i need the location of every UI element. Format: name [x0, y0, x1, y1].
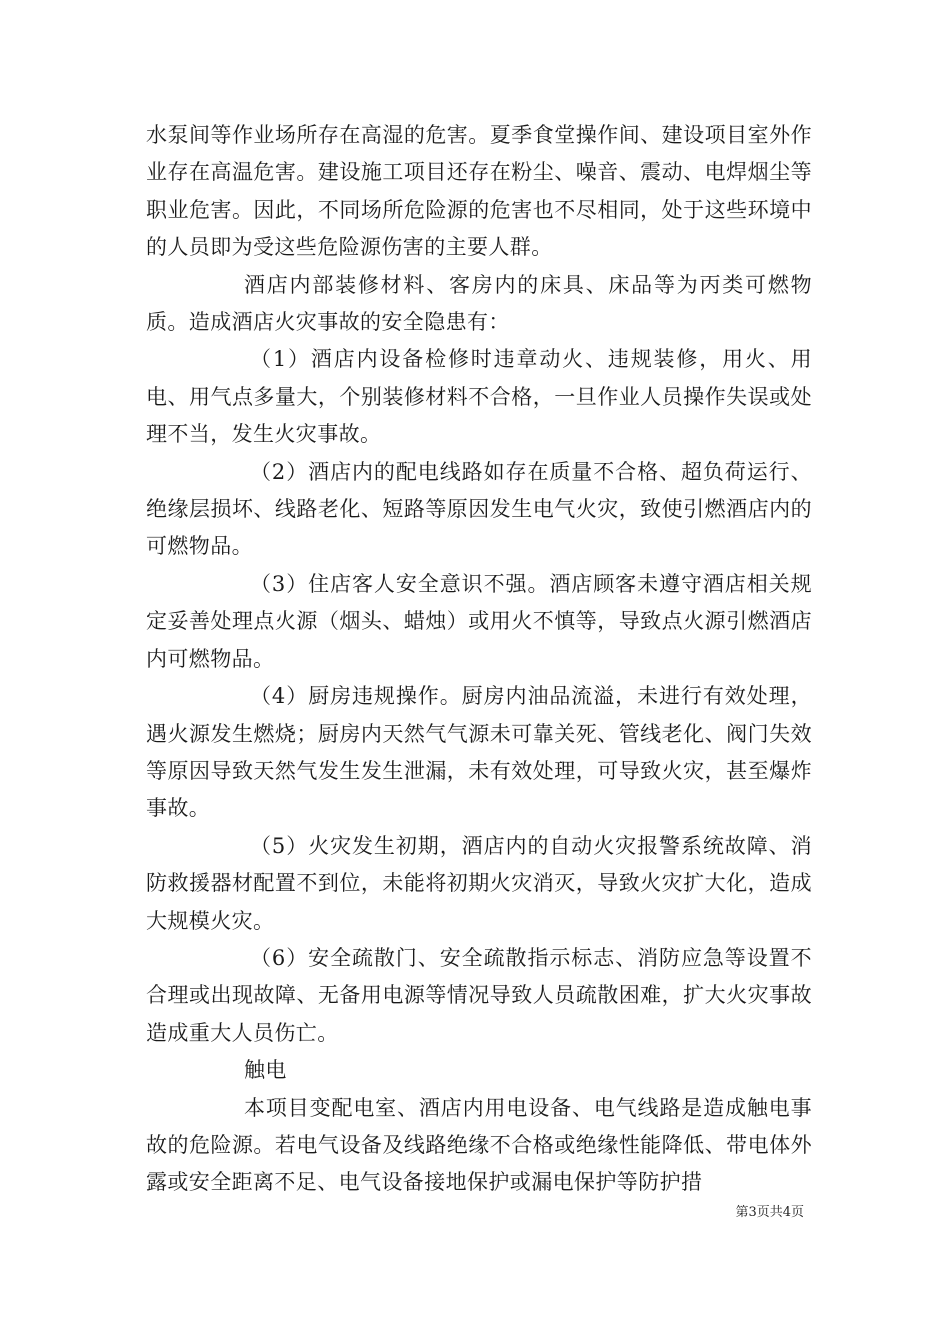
- section-heading-electric-shock: 触电: [244, 1058, 287, 1083]
- paragraph-fire-cause-4: （4）厨房违规操作。厨房内油品流溢，未进行有效处理，遇火源发生燃烧；厨房内天然气气源未可靠关死、管线老化、阀门失效等原因导致天然气发生发生泄漏，未有效处理，可导致火灾，甚至爆炸事故。: [146, 684, 812, 821]
- paragraph-fire-cause-2: （2）酒店内的配电线路如存在质量不合格、超负荷运行、绝缘层损坏、线路老化、短路等原因发生电气火灾，致使引燃酒店内的可燃物品。: [146, 459, 812, 559]
- paragraph-hotel-fire-intro: 酒店内部装修材料、客房内的床具、床品等为丙类可燃物质。造成酒店火灾事故的安全隐患有：: [146, 272, 812, 335]
- paragraph-fire-cause-6: （6）安全疏散门、安全疏散指示标志、消防应急等设置不合理或出现故障、无备用电源等情况导致人员疏散困难，扩大火灾事故造成重大人员伤亡。: [146, 945, 812, 1045]
- paragraph-fire-cause-1: （1）酒店内设备检修时违章动火、违规装修，用火、用电、用气点多量大，个别装修材料不合格，一旦作业人员操作失误或处理不当，发生火灾事故。: [146, 347, 812, 447]
- paragraph-fire-cause-5: （5）火灾发生初期，酒店内的自动火灾报警系统故障、消防救援器材配置不到位，未能将初期火灾消灭，导致火灾扩大化，造成大规模火灾。: [146, 833, 812, 933]
- paragraph-fire-cause-3: （3）住店客人安全意识不强。酒店顾客未遵守酒店相关规定妥善处理点火源（烟头、蜡烛）或用火不慎等，导致点火源引燃酒店内可燃物品。: [146, 571, 812, 671]
- paragraph-electric-shock: 本项目变配电室、酒店内用电设备、电气线路是造成触电事故的危险源。若电气设备及线路绝缘不合格或绝缘性能降低、带电体外露或安全距离不足、电气设备接地保护或漏电保护等防护措: [146, 1095, 812, 1195]
- document-body: [146, 117, 812, 1202]
- page-number-label: 第3页共4页: [735, 1205, 804, 1220]
- paragraph-hazards-continued: 水泵间等作业场所存在高湿的危害。夏季食堂操作间、建设项目室外作业存在高温危害。建设施工项目还存在粉尘、噪音、震动、电焊烟尘等职业危害。因此，不同场所危险源的危害也不尽相同，处于这些环境中的人员即为受这些危险源伤害的主要人群。: [146, 123, 812, 260]
- page-footer: [735, 1205, 804, 1221]
